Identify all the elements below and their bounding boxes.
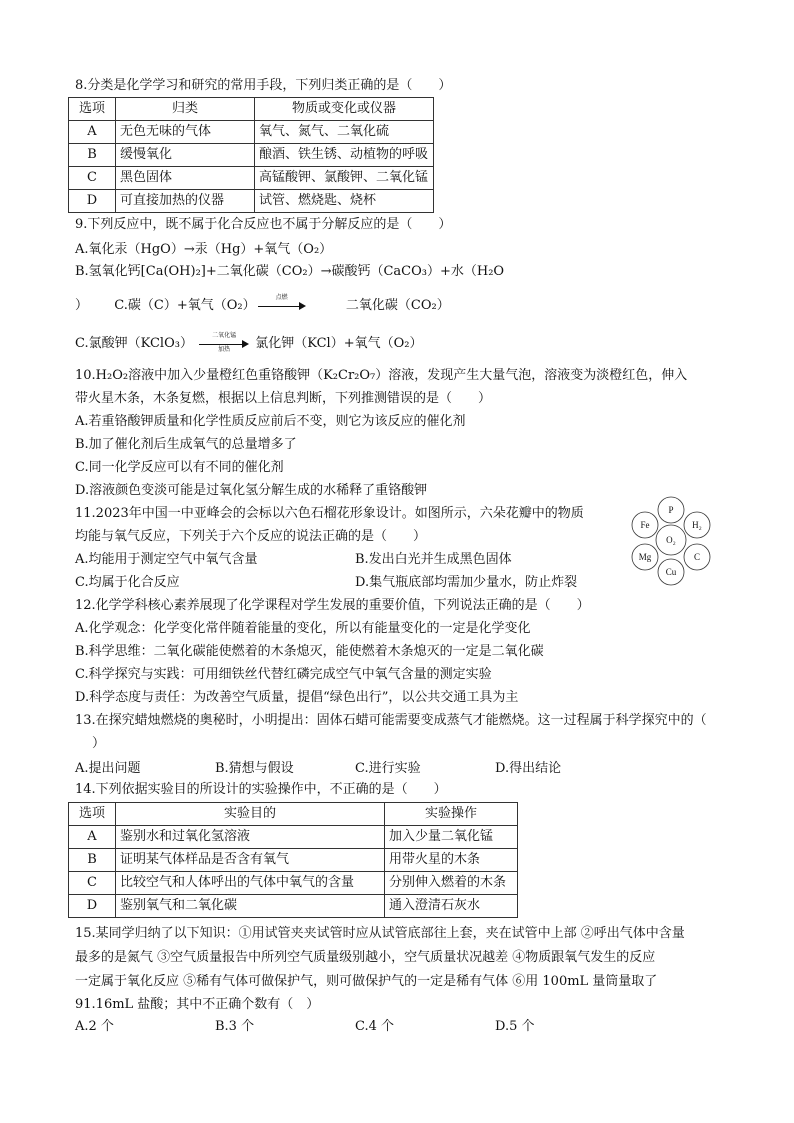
- table-cell: 鉴别氧气和二氧化碳: [116, 895, 385, 918]
- table-cell: 可直接加热的仪器: [116, 190, 255, 213]
- q9-option-c: [75, 293, 450, 316]
- q9-c-right: 二氧化碳（CO₂）: [345, 298, 450, 313]
- q15-option-c: C.4 个: [355, 1019, 395, 1034]
- table-row: [69, 826, 518, 849]
- q15-option-a: A.2 个: [75, 1019, 114, 1034]
- q13-option-a: A.提出问题: [75, 761, 141, 776]
- q10-stem-2: 带火星木条，木条复燃，根据以上信息判断，下列推测错误的是（ ）: [75, 391, 492, 406]
- q10-option-a: A.若重铬酸钾质量和化学性质反应前后不变，则它为该反应的催化剂: [75, 414, 466, 429]
- reaction-condition: 加热: [218, 345, 231, 353]
- q13-option-d: D.得出结论: [495, 761, 562, 776]
- table-cell: B: [69, 849, 116, 872]
- q11-option-b: B.发出白光并生成黑色固体: [355, 552, 512, 567]
- q9-d-right: 氯化钾（KCl）+氧气（O₂）: [255, 336, 423, 351]
- table-row: [69, 144, 434, 167]
- q11-stem-1: 11.2023年中国一中亚峰会的会标以六色石榴花形象设计。如图所示，六朵花瓣中的物质: [75, 506, 584, 521]
- table-cell: D: [69, 895, 116, 918]
- table-cell: 无色无味的气体: [116, 121, 255, 144]
- reaction-arrow-icon: [258, 293, 306, 313]
- q9-stem: 9.下列反应中，既不属于化合反应也不属于分解反应的是（ ）: [75, 217, 452, 232]
- q9-b-continuation: ）: [75, 298, 89, 313]
- q10-stem-1: 10.H₂O₂溶液中加入少量橙红色重铬酸钾（K₂Cr₂O₇）溶液，发现产生大量气泡，溶液变为淡橙红色，伸入: [75, 368, 688, 383]
- q15-line-2: 最多的是氮气 ③空气质量报告中所列空气质量级别越小，空气质量状况越差 ④物质跟氧气发生的反应: [75, 950, 656, 965]
- reaction-condition: 点燃: [275, 293, 288, 301]
- q14-table: [68, 802, 518, 918]
- q9-d-left: C.氯酸钾（KClO₃）: [75, 336, 193, 351]
- table-cell: A: [69, 121, 116, 144]
- table-cell: C: [69, 167, 116, 190]
- reaction-arrow-icon: [199, 331, 249, 353]
- q15-option-b: B.3 个: [215, 1019, 255, 1034]
- petal-label: C: [693, 552, 701, 562]
- q12-option-c: C.科学探究与实践：可用细铁丝代替红磷完成空气中氧气含量的测定实验: [75, 667, 492, 682]
- q12-option-d: D.科学态度与责任：为改善空气质量，提倡“绿色出行”，以公共交通工具为主: [75, 690, 519, 705]
- table-cell: 氧气、氮气、二氧化硫: [255, 121, 434, 144]
- q11-option-c: C.均属于化合反应: [75, 575, 180, 590]
- table-header: 归类: [116, 98, 255, 121]
- table-cell: 高锰酸钾、氯酸钾、二氧化锰: [255, 167, 434, 190]
- q15-line-3: 一定属于氧化反应 ⑤稀有气体可做保护气，则可做保护气的一定是稀有气体 ⑥用 100mL 量筒量取了: [75, 974, 658, 989]
- table-cell: 通入澄清石灰水: [385, 895, 518, 918]
- q11-option-d: D.集气瓶底部均需加少量水，防止炸裂: [355, 575, 578, 590]
- q12-option-b: B.科学思维：二氧化碳能使燃着的木条熄灭，能使燃着木条熄灭的一定是二氧化碳: [75, 644, 544, 659]
- table-header-row: [69, 98, 434, 121]
- q9-option-b: B.氢氧化钙[Ca(OH)₂]+二氧化碳（CO₂）→碳酸钙（CaCO₃）+水（H₂O: [75, 264, 505, 279]
- table-header: 选项: [69, 98, 116, 121]
- table-header-row: [69, 803, 518, 826]
- q9-c-left: C.碳（C）+氧气（O₂）: [114, 298, 256, 313]
- q8-stem: 8.分类是化学学习和研究的常用手段，下列归类正确的是（ ）: [75, 78, 452, 93]
- table-header: 实验目的: [116, 803, 385, 826]
- table-cell: 试管、燃烧匙、烧杯: [255, 190, 434, 213]
- q9-option-d: [75, 331, 423, 354]
- table-row: [69, 895, 518, 918]
- table-cell: C: [69, 872, 116, 895]
- q8-table: [68, 97, 434, 213]
- q15-line-4: 91.16mL 盐酸；其中不正确个数有（ ）: [75, 997, 320, 1012]
- q10-option-b: B.加了催化剂后生成氧气的总量增多了: [75, 437, 297, 452]
- petal-label: H₂: [692, 520, 702, 530]
- flower-center-label: O₂: [666, 535, 676, 545]
- q12-option-a: A.化学观念：化学变化常伴随着能量的变化，所以有能量变化的一定是化学变化: [75, 621, 531, 636]
- table-cell: 用带火星的木条: [385, 849, 518, 872]
- q13-option-c: C.进行实验: [355, 761, 421, 776]
- table-cell: A: [69, 826, 116, 849]
- table-cell: 分别伸入燃着的木条: [385, 872, 518, 895]
- q13-stem-1: 13.在探究蜡烛燃烧的奥秘时，小明提出：固体石蜡可能需要变成蒸气才能燃烧。这一过程属于科学探究中的（: [75, 713, 707, 728]
- table-cell: 黑色固体: [116, 167, 255, 190]
- table-row: [69, 190, 434, 213]
- table-cell: 鉴别水和过氧化氢溶液: [116, 826, 385, 849]
- table-cell: 缓慢氧化: [116, 144, 255, 167]
- q12-stem: 12.化学学科核心素养展现了化学课程对学生发展的重要价值，下列说法正确的是（ ）: [75, 598, 590, 613]
- q13-stem-2: ）: [92, 736, 106, 751]
- table-cell: 加入少量二氧化锰: [385, 826, 518, 849]
- table-cell: B: [69, 144, 116, 167]
- reaction-condition: 二氧化锰: [212, 331, 237, 339]
- table-row: [69, 121, 434, 144]
- q11-option-a: A.均能用于测定空气中氧气含量: [75, 552, 258, 567]
- petal-label: Mg: [638, 552, 652, 562]
- q14-stem: 14.下列依据实验目的所设计的实验操作中，不正确的是（ ）: [75, 782, 447, 797]
- table-cell: 酿酒、铁生锈、动植物的呼吸: [255, 144, 434, 167]
- table-cell: D: [69, 190, 116, 213]
- table-header: 物质或变化或仪器: [255, 98, 434, 121]
- table-header: 实验操作: [385, 803, 518, 826]
- table-cell: 证明某气体样品是否含有氧气: [116, 849, 385, 872]
- q15-option-d: D.5 个: [495, 1019, 535, 1034]
- table-row: [69, 167, 434, 190]
- table-row: [69, 849, 518, 872]
- q10-option-c: C.同一化学反应可以有不同的催化剂: [75, 460, 284, 475]
- pomegranate-flower-diagram: [621, 493, 721, 588]
- petal-label: Fe: [640, 520, 650, 530]
- q13-option-b: B.猜想与假设: [215, 761, 294, 776]
- q11-stem-2: 均能与氧气反应，下列关于六个反应的说法正确的是（ ）: [75, 529, 427, 544]
- table-cell: 比较空气和人体呼出的气体中氧气的含量: [116, 872, 385, 895]
- table-header: 选项: [69, 803, 116, 826]
- q15-line-1: 15.某同学归纳了以下知识：①用试管夹夹试管时应从试管底部往上套，夹在试管中上部 ②呼出气体中含量: [75, 926, 685, 941]
- q10-option-d: D.溶液颜色变淡可能是过氧化氢分解生成的水稀释了重铬酸钾: [75, 483, 428, 498]
- petal-label: Cu: [665, 567, 677, 577]
- table-row: [69, 872, 518, 895]
- q9-option-a: A.氧化汞（HgO）→汞（Hg）+氧气（O₂）: [75, 242, 333, 257]
- petal-label: P: [668, 505, 674, 515]
